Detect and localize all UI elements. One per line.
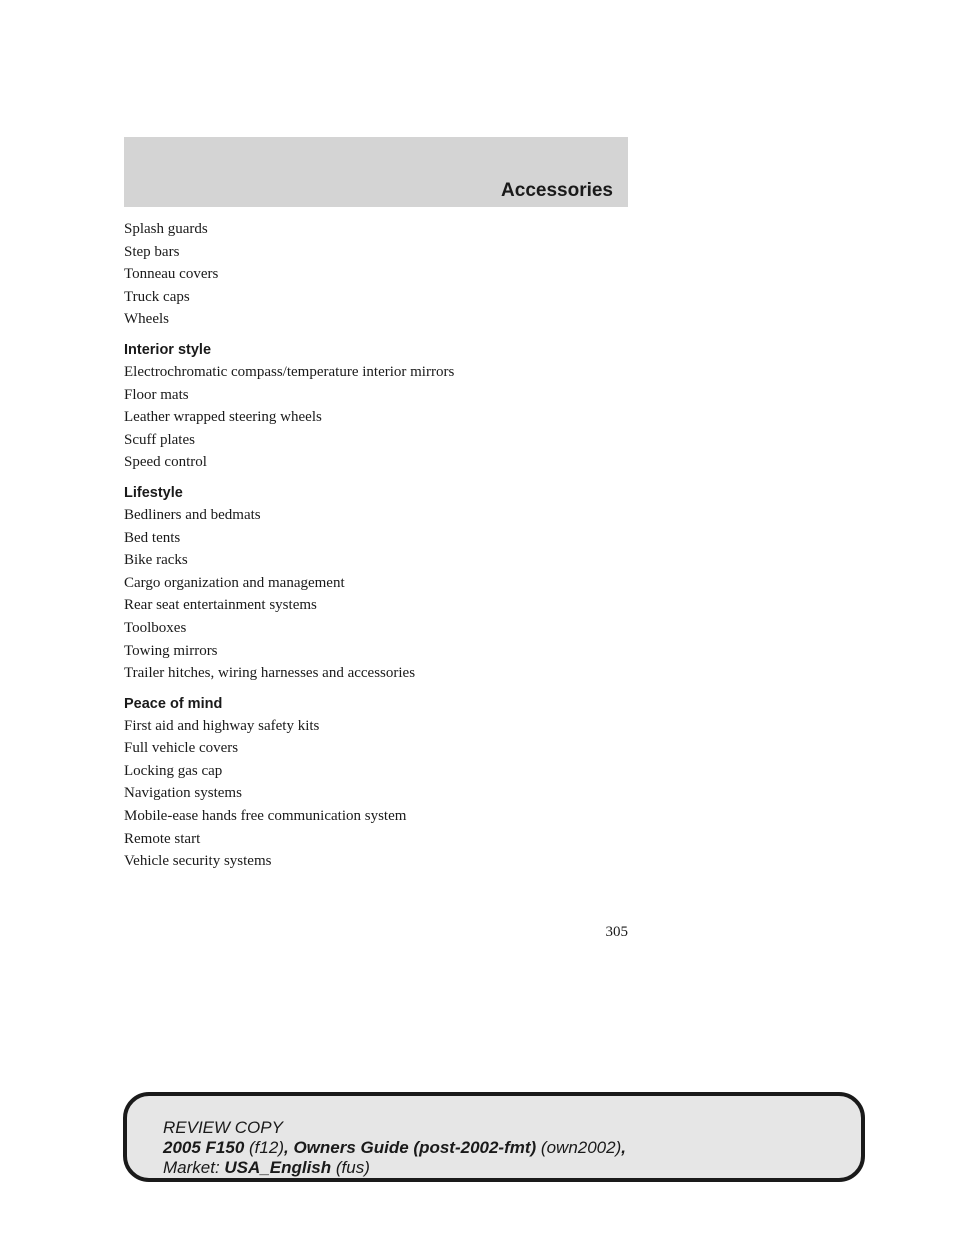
market-name: USA_English [224,1158,332,1177]
list-item: Speed control [124,454,207,471]
list-item: Wheels [124,311,169,328]
list-item: Vehicle security systems [124,853,272,870]
list-item: Electrochromatic compass/temperature interior mirrors [124,363,455,380]
guide-name: Owners Guide (post-2002-fmt) [293,1138,537,1157]
list-item: Splash guards [124,221,208,237]
page-number: 305 [605,924,628,940]
list-item: Remote start [124,830,201,847]
list-item: Tonneau covers [124,266,219,283]
list-item: Bed tents [124,529,181,546]
list-item: Truck caps [124,288,190,305]
guide-code: (own2002) [536,1138,622,1157]
list-item: Floor mats [124,386,189,403]
section-heading-interior-style: Interior style [124,341,212,358]
list-item: Towing mirrors [124,642,218,659]
model-code: (f12) [244,1138,284,1157]
list-item: Scuff plates [124,431,195,448]
list-item: Toolboxes [124,619,187,636]
document-identifier [163,1138,626,1158]
list-item: Bike racks [124,552,188,569]
separator: , [283,1138,294,1157]
model-name: 2005 F150 [163,1138,245,1157]
list-item: Navigation systems [124,785,242,802]
review-copy-label: REVIEW COPY [163,1118,283,1137]
list-item: Cargo organization and management [124,574,345,591]
market-line [163,1158,626,1178]
section-header-bar [124,137,628,207]
accessories-list [124,218,624,873]
list-item: Step bars [124,243,180,260]
list-item: First aid and highway safety kits [124,717,320,734]
list-item: Rear seat entertainment systems [124,597,317,614]
list-item: Full vehicle covers [124,740,239,757]
section-heading-peace-of-mind: Peace of mind [124,695,223,712]
list-item: Mobile-ease hands free communication system [124,808,407,825]
list-item: Bedliners and bedmats [124,506,261,523]
market-label: Market: [163,1158,225,1177]
list-item: Trailer hitches, wiring harnesses and accessories [124,665,416,682]
separator: , [621,1138,626,1157]
page-title: Accessories [501,180,613,201]
list-item: Leather wrapped steering wheels [124,409,322,426]
review-copy-text [163,1118,626,1178]
section-heading-lifestyle: Lifestyle [124,484,183,501]
market-code: (fus) [331,1158,370,1177]
list-item: Locking gas cap [124,762,223,779]
review-copy-box [123,1092,865,1182]
